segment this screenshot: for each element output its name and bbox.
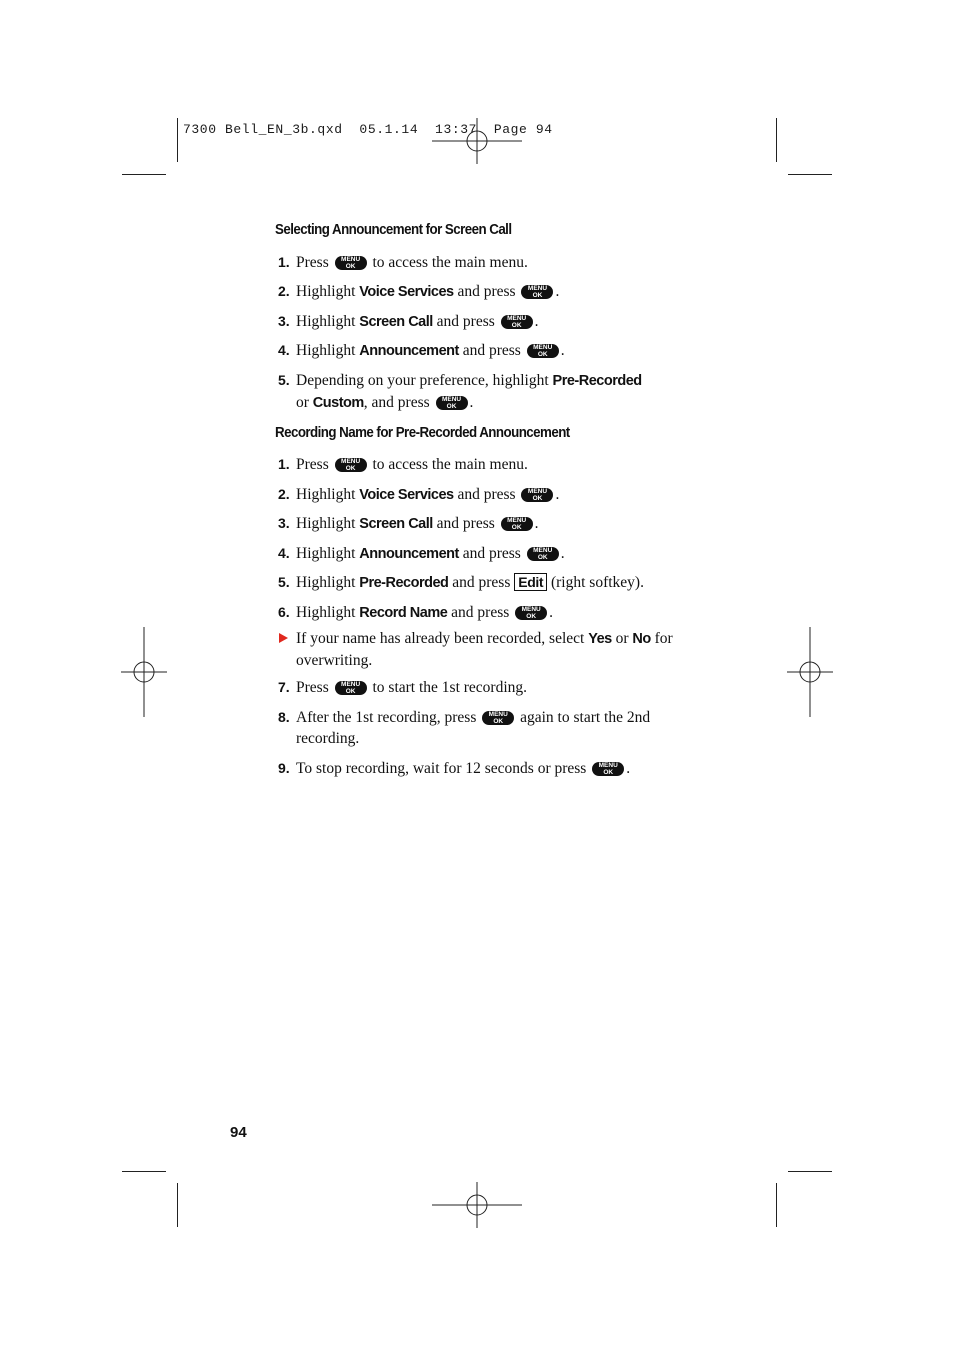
step-number: 1. (278, 456, 290, 472)
slug-line: 7300 Bell_EN_3b.qxd 05.1.14 13:37 Page 94 (183, 122, 553, 137)
step-text: Press (296, 679, 329, 696)
step-text: . (560, 342, 565, 359)
step-number: 2. (278, 486, 290, 502)
option-yes-label: Yes (588, 631, 612, 647)
step-number: 8. (278, 709, 290, 725)
menu-option-label: Record Name (359, 605, 448, 621)
registration-mark-bottom (432, 1160, 522, 1250)
menu-option-label: Screen Call (359, 314, 433, 330)
step-text: and press (457, 283, 516, 300)
menu-option-label: Voice Services (359, 284, 454, 300)
step-number: 2. (278, 283, 290, 299)
step-text: . (534, 313, 539, 330)
option-no-label: No (632, 631, 651, 647)
step-number: 1. (278, 254, 290, 270)
section-heading-selecting-announcement: Selecting Announcement for Screen Call (275, 222, 512, 238)
step-number: 7. (278, 679, 290, 695)
step-text: and press (451, 604, 510, 621)
section1-step-5 (278, 370, 718, 414)
step-number: 9. (278, 760, 290, 776)
crop-mark-top-right-horizontal (788, 174, 832, 175)
bullet-arrow-icon (279, 633, 288, 643)
menu-ok-key-icon: MENU OK (515, 606, 547, 620)
section2-step-5 (278, 572, 718, 594)
step-number: 3. (278, 515, 290, 531)
section2-step-4 (278, 543, 718, 565)
step-text: . (549, 604, 554, 621)
menu-option-label: Pre-Recorded (552, 373, 642, 389)
step-text: and press (436, 515, 495, 532)
crop-mark-bottom-left-horizontal (122, 1171, 166, 1172)
step-text: If your name has already been recorded, select (296, 630, 585, 647)
step-number: 4. (278, 545, 290, 561)
crop-mark-bottom-right-horizontal (788, 1171, 832, 1172)
step-text: After the 1st recording, press (296, 709, 477, 726)
step-text: . (555, 283, 560, 300)
step-text: , and press (363, 394, 430, 411)
section1-step-1 (278, 252, 718, 273)
step-text: for overwriting. (296, 630, 673, 669)
step-text: . (626, 760, 631, 777)
step-text: Highlight (296, 342, 356, 359)
registration-mark-top (432, 96, 522, 186)
menu-ok-key-icon: MENU OK (527, 547, 559, 561)
menu-ok-key-icon: MENU OK (521, 488, 553, 502)
step-text: Highlight (296, 486, 356, 503)
menu-option-label: Pre-Recorded (359, 575, 449, 591)
crop-mark-top-right-vertical (776, 118, 777, 162)
menu-ok-key-icon: MENU OK (335, 458, 367, 472)
section2-step-3 (278, 513, 718, 535)
menu-ok-key-icon: MENU OK (521, 285, 553, 299)
menu-ok-key-icon: MENU OK (436, 396, 468, 410)
step-text: to access the main menu. (372, 254, 528, 271)
menu-option-label: Custom (312, 395, 364, 411)
section-heading-recording-name: Recording Name for Pre-Recorded Announcement (275, 425, 570, 441)
step-text: (right softkey). (550, 574, 644, 591)
step-text: Highlight (296, 313, 356, 330)
step-number: 6. (278, 604, 290, 620)
step-text: to start the 1st recording. (372, 679, 528, 696)
section2-step-8 (278, 707, 688, 749)
menu-option-label: Announcement (359, 546, 459, 562)
section1-step-2 (278, 281, 718, 303)
step-text: again to start the 2nd recording. (296, 709, 651, 747)
step-text: . (560, 545, 565, 562)
menu-option-label: Announcement (359, 343, 459, 359)
menu-ok-key-icon: MENU OK (335, 256, 367, 270)
step-text: or (615, 630, 629, 647)
menu-ok-key-icon: MENU OK (592, 762, 624, 776)
crop-mark-bottom-right-vertical (776, 1183, 777, 1227)
menu-option-label: Voice Services (359, 487, 454, 503)
section2-step-2 (278, 484, 718, 506)
step-text: Highlight (296, 574, 356, 591)
menu-ok-key-icon: MENU OK (501, 517, 533, 531)
step-text: Highlight (296, 545, 356, 562)
section2-step-1 (278, 454, 718, 475)
step-text: and press (452, 574, 511, 591)
crop-mark-top-left-horizontal (122, 174, 166, 175)
step-text: Press (296, 456, 329, 473)
menu-ok-key-icon: MENU OK (482, 711, 514, 725)
step-text: Highlight (296, 604, 356, 621)
menu-ok-key-icon: MENU OK (501, 315, 533, 329)
step-text: or (296, 394, 309, 411)
step-text: Depending on your preference, highlight (296, 372, 549, 389)
step-text: . (555, 486, 560, 503)
step-text: Highlight (296, 283, 356, 300)
registration-mark-right (765, 627, 855, 717)
section2-step-6 (278, 602, 718, 624)
registration-mark-left (99, 627, 189, 717)
crop-mark-bottom-left-vertical (177, 1183, 178, 1227)
section2-bullet-note (278, 628, 718, 671)
step-number: 4. (278, 342, 290, 358)
step-text: and press (457, 486, 516, 503)
step-number: 5. (278, 574, 290, 590)
page-number: 94 (230, 1124, 247, 1141)
step-text: To stop recording, wait for 12 seconds or press (296, 760, 587, 777)
section1-step-3 (278, 311, 718, 333)
menu-ok-key-icon: MENU OK (335, 681, 367, 695)
step-text: Press (296, 254, 329, 271)
step-text: . (469, 394, 474, 411)
section2-step-9 (278, 758, 718, 779)
menu-option-label: Screen Call (359, 516, 433, 532)
step-text: to access the main menu. (372, 456, 528, 473)
step-number: 5. (278, 372, 290, 388)
step-text: and press (436, 313, 495, 330)
menu-ok-key-icon: MENU OK (527, 344, 559, 358)
step-text: and press (462, 545, 521, 562)
crop-mark-top-left-vertical (177, 118, 178, 162)
step-text: . (534, 515, 539, 532)
step-text: Highlight (296, 515, 356, 532)
section1-step-4 (278, 340, 718, 362)
step-text: and press (462, 342, 521, 359)
step-number: 3. (278, 313, 290, 329)
edit-softkey-label: Edit (514, 573, 547, 591)
section2-step-7 (278, 677, 718, 698)
